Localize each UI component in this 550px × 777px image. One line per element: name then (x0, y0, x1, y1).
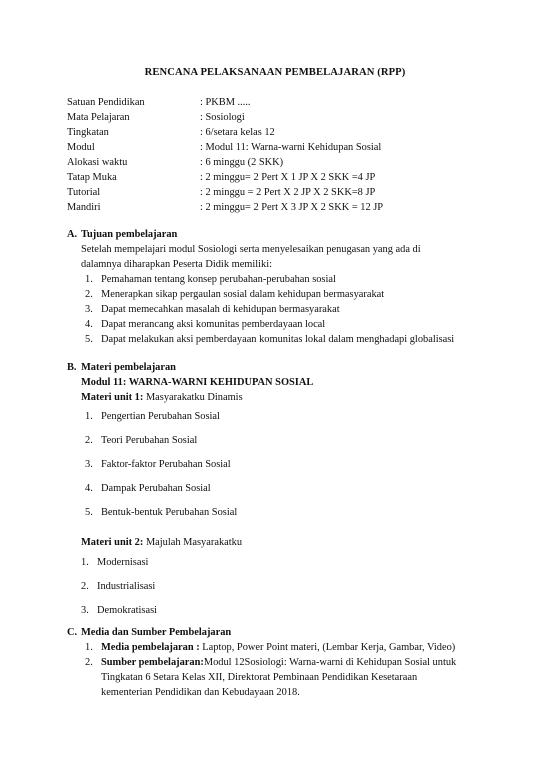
list-item: Modernisasi (97, 557, 149, 568)
list-item: Dapat merancang aksi komunitas pemberdayaan local (101, 319, 326, 330)
list-number: 1. (81, 557, 89, 568)
list-number: 1. (85, 642, 93, 653)
list-item: Teori Perubahan Sosial (101, 435, 198, 446)
list-number: 5. (85, 334, 93, 345)
list-number: 3. (85, 459, 93, 470)
section-letter: C. (67, 627, 78, 638)
list-item-continuation: Tingkatan 6 Setara Kelas XII, Direktorat Pembinaan Pendidikan Kesetaraan (101, 672, 418, 683)
section-letter: A. (67, 229, 78, 240)
list-item: Faktor-faktor Perubahan Sosial (101, 459, 231, 470)
list-item: Bentuk-bentuk Perubahan Sosial (101, 507, 238, 518)
list-item: Industrialisasi (97, 581, 156, 592)
list-number: 1. (85, 274, 93, 285)
unit-label: Materi unit 2: (81, 537, 144, 548)
list-item-continuation: kementerian Pendidikan dan Kebudayaan 2018. (101, 687, 300, 698)
list-number: 2. (85, 657, 93, 668)
info-label: Mandiri (67, 202, 101, 213)
info-label: Tutorial (67, 187, 101, 198)
unit-label: Materi unit 1: (81, 392, 144, 403)
info-label: Modul (67, 142, 95, 153)
section-a-intro: dalamnya diharapkan Peserta Didik memiliki: (81, 259, 273, 270)
list-item: Dapat memecahkan masalah di kehidupan bermasyarakat (101, 304, 340, 315)
list-item: Dampak Perubahan Sosial (101, 483, 211, 494)
info-value: : Sosiologi (200, 112, 245, 123)
list-item: Dapat melakukan aksi pemberdayaan komunitas lokal dalam menghadapi globalisasi (101, 334, 455, 345)
page-title: RENCANA PELAKSANAAN PEMBELAJARAN (RPP) (144, 67, 406, 78)
list-item: Pemahaman tentang konsep perubahan-perubahan sosial (101, 274, 336, 285)
info-label: Alokasi waktu (67, 157, 128, 168)
info-label: Mata Pelajaran (67, 112, 130, 123)
list-number: 2. (81, 581, 89, 592)
info-label: Tatap Muka (67, 172, 117, 183)
info-value: : 6 minggu (2 SKK) (200, 157, 284, 168)
item-label: Sumber pembelajaran: (101, 657, 204, 668)
unit-title: Majulah Masyarakatku (143, 537, 243, 548)
info-value: : 2 minggu= 2 Pert X 1 JP X 2 SKK =4 JP (200, 172, 376, 183)
info-label: Satuan Pendidikan (67, 97, 145, 108)
section-letter: B. (67, 362, 77, 373)
list-number: 5. (85, 507, 93, 518)
unit-1-heading (81, 391, 243, 405)
list-number: 2. (85, 289, 93, 300)
list-number: 4. (85, 483, 93, 494)
unit-title: Masyarakatku Dinamis (143, 392, 243, 403)
section-heading-text: Materi pembelajaran (81, 362, 176, 373)
list-item (101, 656, 456, 670)
list-number: 2. (85, 435, 93, 446)
list-number: 3. (85, 304, 93, 315)
list-item (101, 641, 455, 655)
info-value: : Modul 11: Warna-warni Kehidupan Sosial (200, 142, 382, 153)
list-item: Pengertian Perubahan Sosial (101, 411, 220, 422)
info-value: : 2 minggu = 2 Pert X 2 JP X 2 SKK=8 JP (200, 187, 376, 198)
list-number: 3. (81, 605, 89, 616)
section-heading-text: Tujuan pembelajaran (81, 229, 178, 240)
unit-2-heading (81, 536, 242, 550)
list-item: Menerapkan sikap pergaulan sosial dalam kehidupan bermasyarakat (101, 289, 385, 300)
info-value: : 2 minggu= 2 Pert X 3 JP X 2 SKK = 12 JP (200, 202, 384, 213)
item-label: Media pembelajaran : (101, 642, 200, 653)
item-text: Laptop, Power Point materi, (Lembar Kerja, Gambar, Video) (199, 642, 456, 653)
info-value: : PKBM ..... (200, 97, 251, 108)
info-value: : 6/setara kelas 12 (200, 127, 275, 138)
list-number: 4. (85, 319, 93, 330)
list-item: Demokratisasi (97, 605, 158, 616)
list-number: 1. (85, 411, 93, 422)
info-label: Tingkatan (67, 127, 109, 138)
module-title: Modul 11: WARNA-WARNI KEHIDUPAN SOSIAL (81, 377, 314, 388)
item-text: Modul 12Sosiologi: Warna-warni di Kehidupan Sosial untuk (203, 657, 457, 668)
section-a-intro: Setelah mempelajari modul Sosiologi serta menyelesaikan penugasan yang ada di (81, 244, 421, 255)
section-heading-text: Media dan Sumber Pembelajaran (81, 627, 232, 638)
